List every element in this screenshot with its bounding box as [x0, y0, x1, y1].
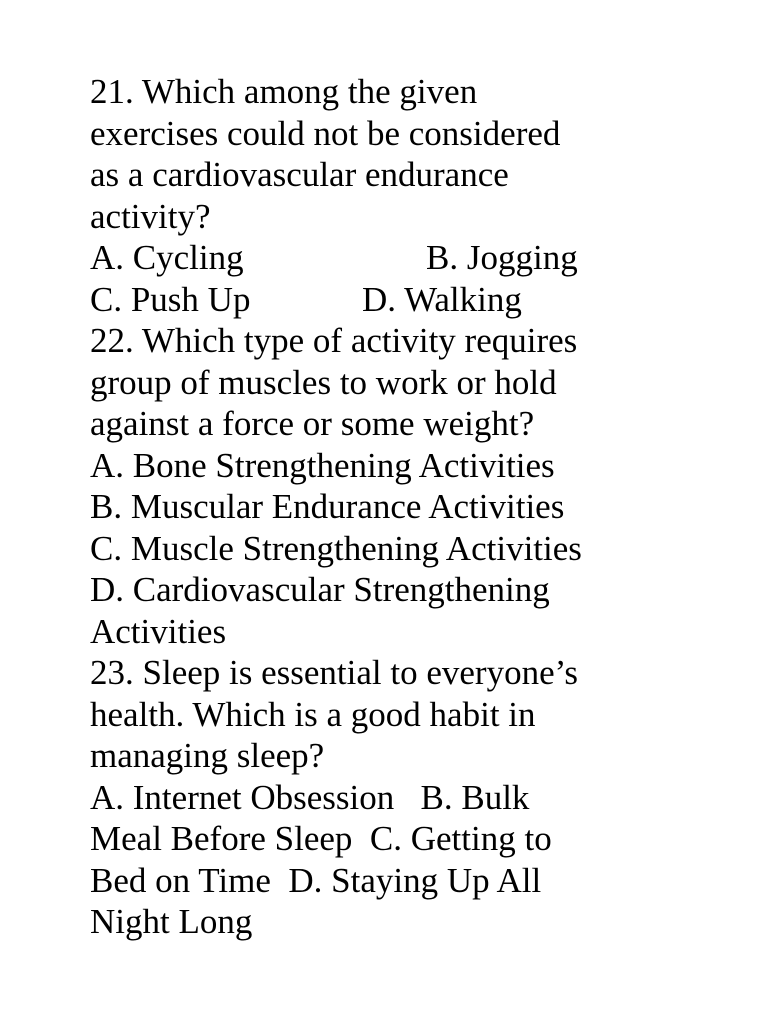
question-22: [90, 320, 750, 652]
question-22-line-2: group of muscles to work or hold: [90, 362, 557, 402]
question-22-choice-c: C. Muscle Strengthening Activities: [90, 528, 582, 568]
question-22-choice-d-continued: Activities: [90, 611, 227, 651]
question-21-choices-row-1: [90, 237, 750, 279]
question-21-line-4: activity?: [90, 196, 211, 236]
quiz-text: [90, 71, 750, 943]
question-23-choices-line-1: A. Internet Obsession B. Bulk: [90, 777, 530, 817]
question-21-choice-b: B. Jogging: [426, 238, 578, 277]
question-21-line-1: 21. Which among the given: [90, 72, 478, 111]
question-23: [90, 652, 750, 943]
question-21-choice-d: D. Walking: [362, 279, 522, 319]
question-21-line-3: as a cardiovascular endurance: [90, 155, 509, 194]
question-22-choice-d: D. Cardiovascular Strengthening: [90, 570, 550, 609]
question-23-line-1: 23. Sleep is essential to everyone’s: [90, 653, 578, 692]
question-21-line-2: exercises could not be considered: [90, 113, 561, 153]
question-23-choices-line-3: Bed on Time D. Staying Up All: [90, 860, 542, 900]
question-23-choices-line-4: Night Long: [90, 902, 253, 941]
question-21-choice-a: A. Cycling: [90, 238, 244, 277]
question-23-choices-line-2: Meal Before Sleep C. Getting to: [90, 819, 552, 858]
question-21-choice-c: C. Push Up: [90, 279, 251, 319]
question-21: [90, 71, 750, 320]
question-22-line-3: against a force or some weight?: [90, 404, 535, 443]
question-22-line-1: 22. Which type of activity requires: [90, 321, 578, 360]
question-22-choice-a: A. Bone Strengthening Activities: [90, 445, 555, 485]
question-21-choices-row-2: [90, 279, 750, 321]
question-23-line-3: managing sleep?: [90, 736, 325, 775]
question-23-line-2: health. Which is a good habit in: [90, 694, 536, 734]
question-22-choice-b: B. Muscular Endurance Activities: [90, 487, 565, 526]
